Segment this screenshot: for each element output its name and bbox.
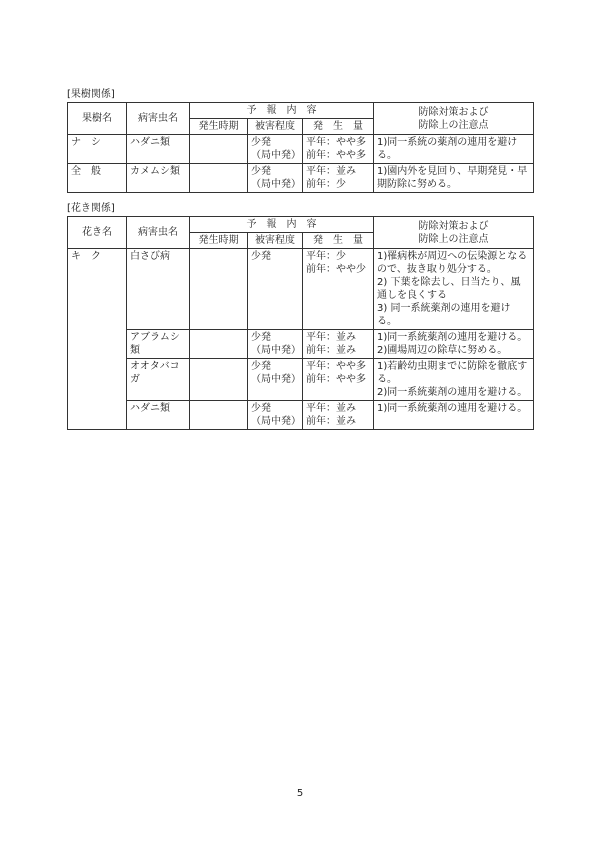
time-header: 発生時期 xyxy=(190,119,248,135)
flower-section-label: [花き関係] xyxy=(67,203,115,214)
pest-header: 病害虫名 xyxy=(127,217,190,249)
amount-cell: 平年：並み 前年：少 xyxy=(303,164,374,193)
time-cell xyxy=(190,135,248,164)
crop-cell: 全 般 xyxy=(68,164,127,193)
table-header-row xyxy=(68,217,534,233)
fruit-forecast-table xyxy=(67,102,534,193)
pest-cell: カメムシ類 xyxy=(127,164,190,193)
time-cell xyxy=(190,249,248,330)
damage-cell: 少発 （局中発） xyxy=(248,164,303,193)
time-cell xyxy=(190,330,248,359)
amount-cell: 平年：並み 前年：並み xyxy=(303,401,374,430)
measures-cell: 1)同一系統の薬剤の連用を避ける。 xyxy=(374,135,534,164)
table-row xyxy=(68,330,534,359)
forecast-header: 予 報 内 容 xyxy=(190,217,374,233)
pest-cell: ハダニ類 xyxy=(127,135,190,164)
damage-cell: 少発 （局中発） xyxy=(248,359,303,401)
measures-cell: 1)若齢幼虫期までに防除を徹底する。 2)同一系統薬剤の連用を避ける。 xyxy=(374,359,534,401)
amount-cell: 平年：やや多 前年：やや多 xyxy=(303,359,374,401)
measures-cell: 1)同一系統薬剤の連用を避ける。 xyxy=(374,401,534,430)
measures-cell: 1)園内外を見回り、早期発見・早期防除に努める。 xyxy=(374,164,534,193)
amount-header: 発 生 量 xyxy=(303,119,374,135)
page-number: 5 xyxy=(296,788,304,799)
damage-cell: 少発 （局中発） xyxy=(248,330,303,359)
table-row xyxy=(68,359,534,401)
damage-cell: 少発 （局中発） xyxy=(248,135,303,164)
time-cell xyxy=(190,359,248,401)
damage-header: 被害程度 xyxy=(248,233,303,249)
measures-header: 防除対策および 防除上の注意点 xyxy=(374,103,534,135)
table-row xyxy=(68,164,534,193)
pest-cell: アブラムシ類 xyxy=(127,330,190,359)
damage-header: 被害程度 xyxy=(248,119,303,135)
crop-header: 花き名 xyxy=(68,217,127,249)
fruit-section-label: [果樹関係] xyxy=(67,89,115,100)
forecast-header: 予 報 内 容 xyxy=(190,103,374,119)
table-row xyxy=(68,401,534,430)
damage-cell: 少発 （局中発） xyxy=(248,401,303,430)
measures-header: 防除対策および 防除上の注意点 xyxy=(374,217,534,249)
pest-cell: ハダニ類 xyxy=(127,401,190,430)
amount-cell: 平年：少 前年：やや少 xyxy=(303,249,374,330)
amount-cell: 平年：やや多 前年：やや多 xyxy=(303,135,374,164)
damage-cell: 少発 xyxy=(248,249,303,330)
time-cell xyxy=(190,401,248,430)
pest-cell: 白さび病 xyxy=(127,249,190,330)
crop-header: 果樹名 xyxy=(68,103,127,135)
measures-cell: 1)同一系統薬剤の連用を避ける。 2)圃場周辺の除草に努める。 xyxy=(374,330,534,359)
pest-cell: オオタバコガ xyxy=(127,359,190,401)
amount-cell: 平年：並み 前年：並み xyxy=(303,330,374,359)
table-row xyxy=(68,249,534,330)
crop-cell: ナ シ xyxy=(68,135,127,164)
flower-forecast-table xyxy=(67,216,534,430)
table-header-row xyxy=(68,103,534,119)
table-row xyxy=(68,135,534,164)
amount-header: 発 生 量 xyxy=(303,233,374,249)
crop-cell: キ ク xyxy=(68,249,127,430)
time-header: 発生時期 xyxy=(190,233,248,249)
pest-header: 病害虫名 xyxy=(127,103,190,135)
measures-cell: 1)罹病株が周辺への伝染源となるので、抜き取り処分する。 2) 下葉を除去し、日当たり、風通しを良くする 3) 同一系統薬剤の連用を避ける。 xyxy=(374,249,534,330)
time-cell xyxy=(190,164,248,193)
